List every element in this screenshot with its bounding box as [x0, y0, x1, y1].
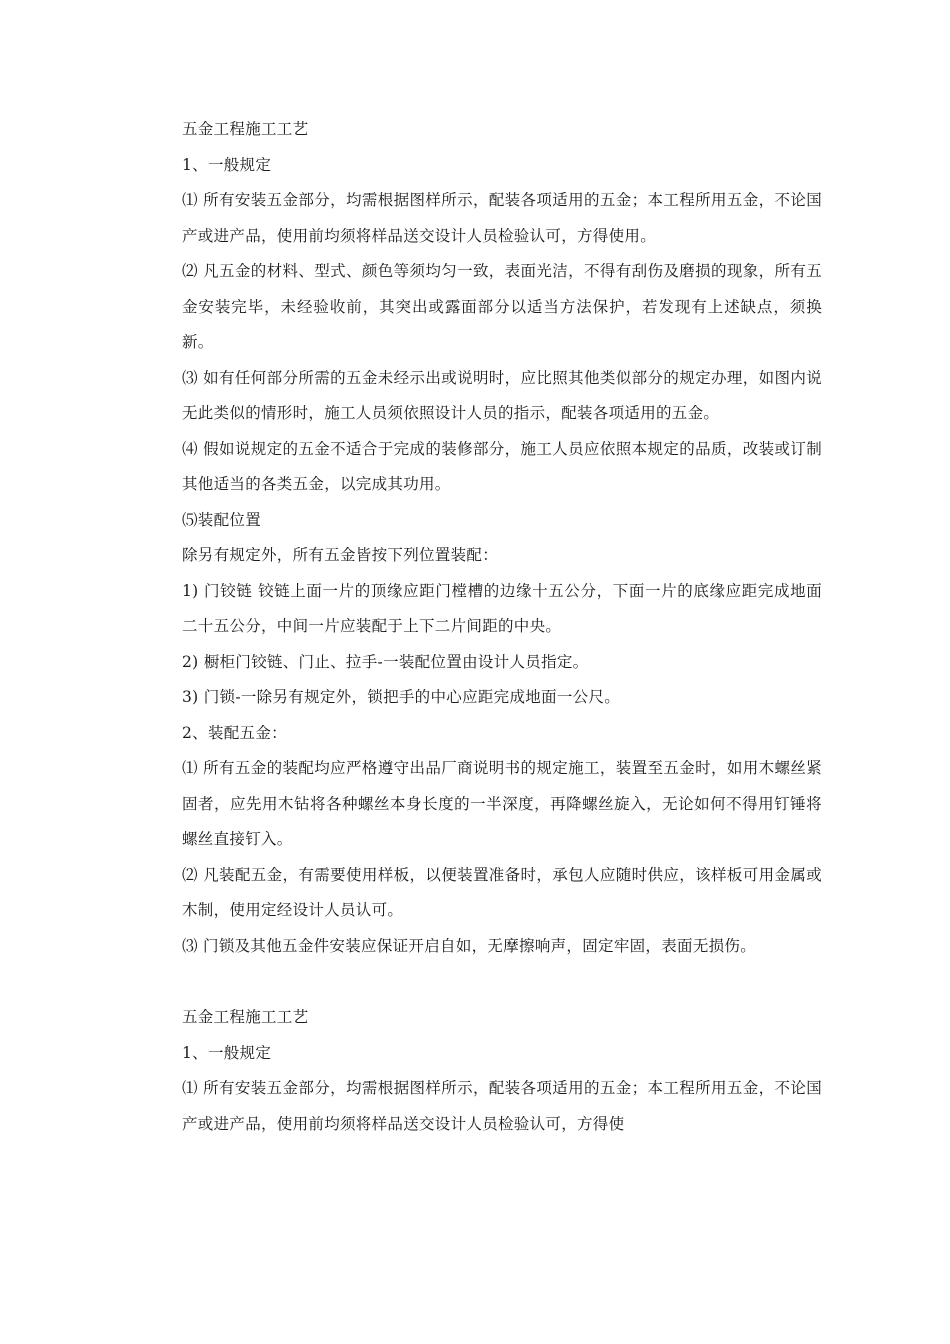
paragraph-1-repeat: ⑴ 所有安装五金部分，均需根据图样所示，配装各项适用的五金；本工程所用五金，不论国产或进产品，使用前均须将样品送交设计人员检验认可，方得使: [182, 1079, 822, 1133]
assembly-paragraph-2: ⑵ 凡装配五金，有需要使用样板，以便装置准备时，承包人应随时供应，该样板可用金属或木制，使用定经设计人员认可。: [182, 865, 822, 919]
assembly-hardware-heading: 2、装配五金：: [182, 723, 287, 742]
section-spacer: [182, 964, 822, 1000]
assembly-position-intro: 除另有规定外，所有五金皆按下列位置装配：: [182, 546, 499, 564]
section-title: 五金工程施工工艺: [182, 120, 309, 138]
assembly-paragraph-1: ⑴ 所有五金的装配均应严格遵守出品厂商说明书的规定施工，装置至五金时，如用木螺丝紧固者，应先用木钻将各种螺丝本身长度的一半深度，再降螺丝旋入，无论如何不得用钉锤将螺丝直接钉入。: [182, 759, 822, 848]
assembly-position-heading: ⑸装配位置: [182, 510, 262, 529]
door-lock-item: 3) 门锁-一除另有规定外，锁把手的中心应距完成地面一公尺。: [182, 688, 621, 706]
general-rules-heading: 1、一般规定: [182, 155, 272, 174]
paragraph-4: ⑷ 假如说规定的五金不适合于完成的装修部分，施工人员应依照本规定的品质，改装或订制其他适当的各类五金，以完成其功用。: [182, 439, 822, 493]
document-page: [182, 112, 822, 1142]
paragraph-1: ⑴ 所有安装五金部分，均需根据图样所示，配装各项适用的五金；本工程所用五金，不论国产或进产品，使用前均须将样品送交设计人员检验认可，方得使用。: [182, 191, 822, 245]
general-rules-heading-repeat: 1、一般规定: [182, 1043, 272, 1062]
door-hinge-item: 1) 门铰链 铰链上面一片的顶缘应距门樘槽的边缘十五公分，下面一片的底缘应距完成地面二十五公分，中间一片应装配于上下二片间距的中央。: [182, 581, 822, 635]
paragraph-3: ⑶ 如有任何部分所需的五金未经示出或说明时，应比照其他类似部分的规定办理，如图内说无此类似的情形时，施工人员须依照设计人员的指示，配装各项适用的五金。: [182, 368, 822, 422]
section-title-repeat: 五金工程施工工艺: [182, 1008, 309, 1026]
paragraph-2: ⑵ 凡五金的材料、型式、颜色等须均匀一致，表面光洁，不得有刮伤及磨损的现象，所有五金安装完毕，未经验收前，其突出或露面部分以适当方法保护，若发现有上述缺点，须换新。: [182, 262, 822, 351]
cabinet-hinge-item: 2) 橱柜门铰链、门止、拉手-一装配位置由设计人员指定。: [182, 652, 589, 671]
assembly-paragraph-3: ⑶ 门锁及其他五金件安装应保证开启自如，无摩擦响声，固定牢固，表面无损伤。: [182, 936, 757, 955]
